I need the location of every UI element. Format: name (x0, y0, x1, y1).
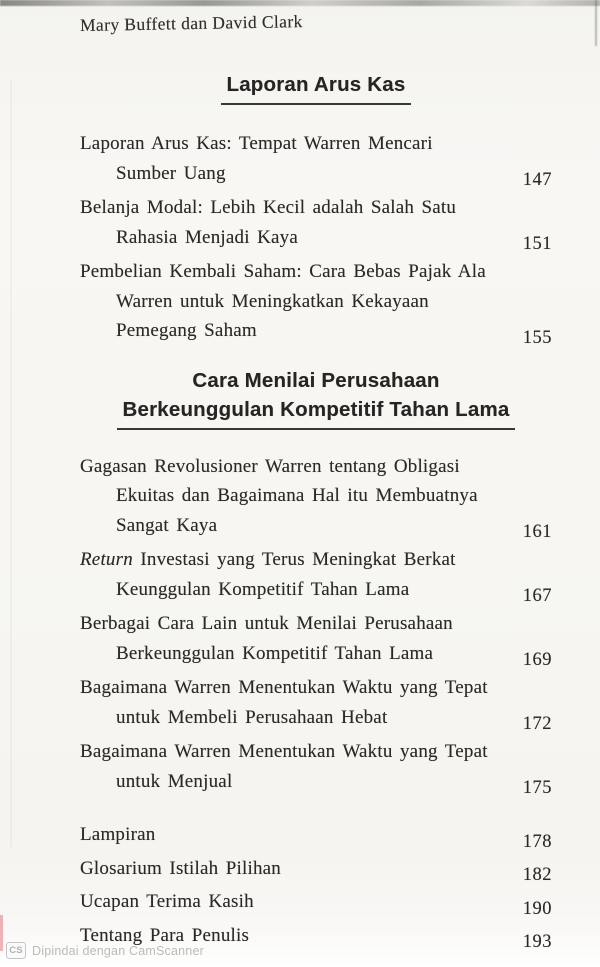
entry-title: Tentang Para Penulis (80, 924, 250, 946)
entry-title (80, 452, 500, 541)
entry-line: Rahasia Menjadi Kaya (116, 226, 298, 248)
entry-line (80, 545, 500, 575)
entry-title (80, 545, 500, 604)
entry-line: Sangat Kaya (116, 514, 218, 536)
entry-line: Warren untuk Meningkatkan Kekayaan (116, 290, 429, 312)
toc-entry (80, 129, 552, 188)
entry-line-rest: Investasi yang Terus Meningkat Berkat (132, 549, 456, 570)
section-heading-line: Cara Menilai Perusahaan (192, 368, 440, 392)
entry-page-number: 190 (522, 898, 552, 919)
entry-line: Keunggulan Kompetitif Tahan Lama (116, 578, 410, 600)
entry-page-number: 155 (522, 327, 552, 348)
toc-entry (80, 609, 552, 668)
toc-entry (80, 545, 552, 604)
toc-section-2 (80, 452, 552, 797)
entry-page-number: 172 (522, 714, 552, 734)
entry-title (80, 673, 500, 732)
section-heading-cara-menilai-perusahaan (80, 366, 552, 430)
entry-line: Berbagai Cara Lain untuk Menilai Perusahaan (80, 613, 453, 634)
toc-entry (80, 854, 552, 884)
entry-page-number: 193 (522, 932, 552, 952)
entry-line: Belanja Modal: Lebih Kecil adalah Salah Satu (80, 197, 457, 218)
entry-page-number: 167 (522, 586, 552, 606)
camscanner-watermark-text: Dipindai dengan CamScanner (32, 943, 204, 958)
entry-line: Berkeunggulan Kompetitif Tahan Lama (116, 642, 434, 664)
entry-page-number: 169 (522, 650, 552, 670)
toc-entry (80, 820, 552, 850)
section-heading-laporan-arus-kas (80, 70, 552, 105)
back-matter-list (80, 820, 552, 950)
toc-entry (80, 257, 552, 346)
camscanner-badge-icon: CS (6, 942, 26, 959)
entry-line-italic-lead: Return (80, 549, 133, 570)
entry-title: Glosarium Istilah Pilihan (80, 857, 281, 879)
section-heading-line: Berkeunggulan Kompetitif Tahan Lama (117, 395, 514, 430)
toc-entry (80, 673, 552, 732)
toc-section-1 (80, 129, 552, 346)
entry-title (80, 609, 500, 668)
running-header: Mary Buffett dan David Clark (79, 11, 303, 35)
entry-line: untuk Menjual (116, 770, 233, 792)
toc-entry (80, 193, 552, 252)
entry-page-number: 182 (522, 865, 552, 885)
entry-line: Gagasan Revolusioner Warren tentang Obligasi (80, 455, 460, 477)
entry-title (80, 737, 500, 796)
entry-page-number: 151 (522, 234, 552, 254)
entry-line: Sumber Uang (116, 162, 226, 184)
section-heading-line: Laporan Arus Kas (221, 70, 410, 105)
entry-title (80, 193, 500, 252)
entry-page-number: 178 (522, 831, 552, 852)
entry-line: Bagaimana Warren Menentukan Waktu yang Tepat (80, 677, 488, 698)
entry-line: Laporan Arus Kas: Tempat Warren Mencari (80, 133, 433, 154)
entry-title (80, 257, 500, 346)
entry-line: Ekuitas dan Bagaimana Hal itu Membuatnya (116, 485, 478, 506)
entry-line: Pemegang Saham (116, 320, 257, 341)
entry-page-number: 161 (522, 522, 552, 542)
camscanner-watermark (6, 942, 204, 959)
entry-title: Ucapan Terima Kasih (80, 891, 254, 912)
entry-title: Lampiran (80, 824, 156, 845)
entry-line: untuk Membeli Perusahaan Hebat (116, 706, 388, 728)
entry-page-number: 147 (522, 170, 552, 190)
toc-entry (80, 737, 552, 796)
entry-line: Bagaimana Warren Menentukan Waktu yang Tepat (80, 741, 488, 762)
entry-page-number: 175 (522, 778, 552, 798)
entry-title (80, 129, 500, 188)
entry-line: Pembelian Kembali Saham: Cara Bebas Pajak Ala (80, 261, 486, 282)
toc-entry (80, 452, 552, 541)
toc-entry (80, 887, 552, 917)
